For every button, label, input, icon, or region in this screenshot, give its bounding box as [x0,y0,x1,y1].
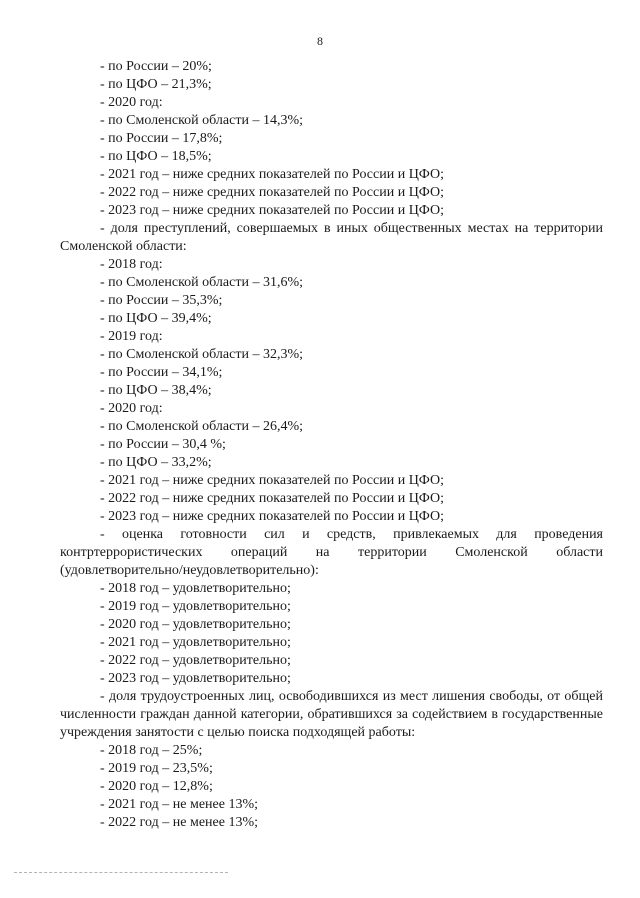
page-number: 8 [317,34,323,48]
list-item: - по Смоленской области – 26,4%; [100,419,304,434]
list-item: - по России – 30,4 %; [100,437,226,452]
list-item: - 2018 год – 25%; [100,743,203,758]
list-item: - по Смоленской области – 14,3%; [100,113,304,128]
list-item: - 2021 год – ниже средних показателей по России и ЦФО; [100,473,445,488]
list-item: - 2022 год – не менее 13%; [100,815,259,830]
list-item: - по ЦФО – 38,4%; [100,383,212,398]
list-item: - по России – 20%; [100,59,212,74]
list-item: - по России – 17,8%; [100,131,223,146]
list-item: - по России – 34,1%; [100,365,223,380]
list-item: - по России – 35,3%; [100,293,223,308]
list-item: - 2023 год – удовлетворительно; [100,671,291,686]
list-item: - 2023 год – ниже средних показателей по России и ЦФО; [100,509,445,524]
list-item: - 2022 год – удовлетворительно; [100,653,291,668]
list-item: - по Смоленской области – 31,6%; [100,275,304,290]
list-item: - по ЦФО – 39,4%; [100,311,212,326]
list-item: - по ЦФО – 18,5%; [100,149,212,164]
paragraph: - доля трудоустроенных лиц, освободившихся из мест лишения свободы, от общей численности граждан данной категории, обратившихся за содействием в государственные учреждения занятости с целью поиска подходящей работы: [60,689,603,740]
scan-artifact-line [14,872,228,873]
list-item: - 2020 год – удовлетворительно; [100,617,291,632]
list-item: - по ЦФО – 33,2%; [100,455,212,470]
list-item: - 2023 год – ниже средних показателей по России и ЦФО; [100,203,445,218]
list-item: - 2019 год – удовлетворительно; [100,599,291,614]
list-item: - 2021 год – ниже средних показателей по России и ЦФО; [100,167,445,182]
list-item: - 2019 год – 23,5%; [100,761,213,776]
list-item: - 2022 год – ниже средних показателей по России и ЦФО; [100,491,445,506]
list-item: - 2019 год: [100,329,163,344]
document-body [60,58,603,832]
list-item: - 2020 год: [100,95,163,110]
list-item: - 2018 год: [100,257,163,272]
list-item: - 2018 год – удовлетворительно; [100,581,291,596]
list-item: - 2021 год – не менее 13%; [100,797,259,812]
list-item: - по Смоленской области – 32,3%; [100,347,304,362]
list-item: - 2020 год: [100,401,163,416]
paragraph: - оценка готовности сил и средств, привлекаемых для проведения контртеррористических операций на территории Смоленской области (удовлетворительно/неудовлетворительно): [60,527,603,578]
list-item: - по ЦФО – 21,3%; [100,77,212,92]
paragraph: - доля преступлений, совершаемых в иных общественных местах на территории Смоленской области: [60,221,603,254]
list-item: - 2021 год – удовлетворительно; [100,635,291,650]
list-item: - 2020 год – 12,8%; [100,779,213,794]
list-item: - 2022 год – ниже средних показателей по России и ЦФО; [100,185,445,200]
